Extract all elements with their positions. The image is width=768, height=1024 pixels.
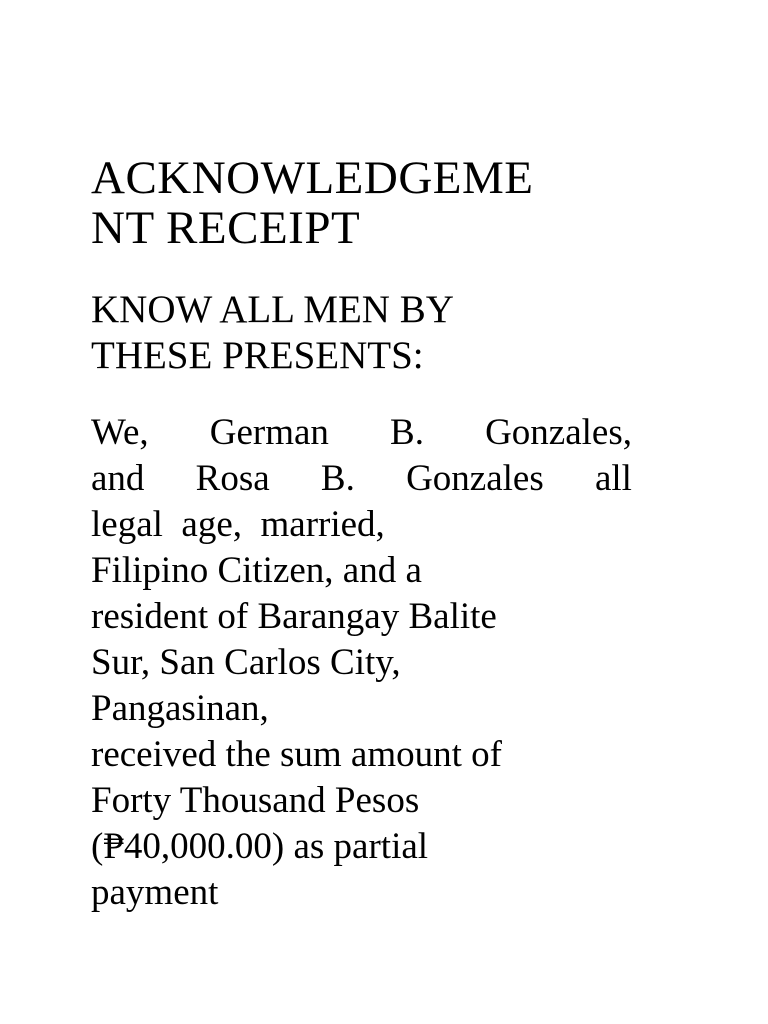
body-line-2 bbox=[91, 460, 632, 497]
body-line-7: Pangasinan, bbox=[91, 688, 269, 729]
body-word: and bbox=[91, 458, 145, 499]
heading-line-2: THESE PRESENTS: bbox=[91, 334, 424, 377]
body-word: Gonzales bbox=[406, 458, 544, 499]
body-line-5: resident of Barangay Balite bbox=[91, 596, 497, 637]
document-title-line-2: NT RECEIPT bbox=[91, 202, 361, 254]
body-line-9: Forty Thousand Pesos bbox=[91, 780, 420, 821]
body-line-6: Sur, San Carlos City, bbox=[91, 642, 401, 683]
body-word: Gonzales, bbox=[485, 412, 632, 453]
body-word: B. bbox=[390, 412, 424, 453]
body-line-8: received the sum amount of bbox=[91, 734, 502, 775]
body-line-11: payment bbox=[91, 872, 219, 913]
heading-line-1: KNOW ALL MEN BY bbox=[91, 288, 454, 331]
body-word: B. bbox=[320, 458, 355, 499]
body-line-3: legal age, married, bbox=[91, 504, 385, 545]
body-line-10: (₱40,000.00) as partial bbox=[91, 826, 429, 867]
body-word: We, bbox=[91, 412, 149, 453]
body-word: German bbox=[209, 412, 329, 453]
body-line-4: Filipino Citizen, and a bbox=[91, 550, 422, 591]
body-word: Rosa bbox=[195, 458, 270, 499]
body-word: all bbox=[594, 458, 632, 499]
document-title-line-1: ACKNOWLEDGEME bbox=[91, 152, 534, 204]
body-line-1 bbox=[91, 414, 632, 451]
